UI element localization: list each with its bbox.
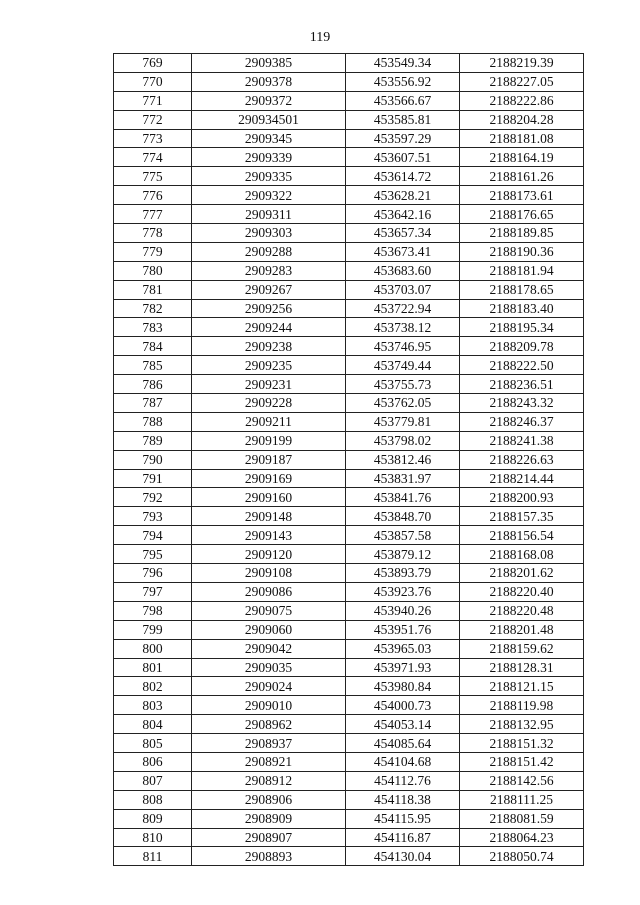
- y-coordinate-cell: 2188119.98: [460, 696, 584, 715]
- point-id-cell: 2909345: [192, 129, 346, 148]
- point-id-cell: 2909322: [192, 186, 346, 205]
- table-row: [114, 734, 584, 753]
- x-coordinate-cell: 453951.76: [346, 620, 460, 639]
- point-id-cell: 2909288: [192, 242, 346, 261]
- x-coordinate-cell: 453738.12: [346, 318, 460, 337]
- table-row: [114, 72, 584, 91]
- table-row: [114, 564, 584, 583]
- table-row: [114, 356, 584, 375]
- point-number-cell: 777: [114, 205, 192, 224]
- point-id-cell: 290934501: [192, 110, 346, 129]
- point-id-cell: 2909108: [192, 564, 346, 583]
- y-coordinate-cell: 2188204.28: [460, 110, 584, 129]
- x-coordinate-cell: 453749.44: [346, 356, 460, 375]
- point-id-cell: 2908909: [192, 809, 346, 828]
- point-id-cell: 2909148: [192, 507, 346, 526]
- point-number-cell: 779: [114, 242, 192, 261]
- x-coordinate-cell: 453703.07: [346, 280, 460, 299]
- point-id-cell: 2909311: [192, 205, 346, 224]
- y-coordinate-cell: 2188190.36: [460, 242, 584, 261]
- y-coordinate-cell: 2188081.59: [460, 809, 584, 828]
- point-number-cell: 809: [114, 809, 192, 828]
- point-number-cell: 771: [114, 91, 192, 110]
- point-number-cell: 791: [114, 469, 192, 488]
- y-coordinate-cell: 2188209.78: [460, 337, 584, 356]
- point-id-cell: 2909228: [192, 394, 346, 413]
- table-row: [114, 488, 584, 507]
- point-id-cell: 2909231: [192, 375, 346, 394]
- y-coordinate-cell: 2188181.08: [460, 129, 584, 148]
- table-row: [114, 186, 584, 205]
- y-coordinate-cell: 2188050.74: [460, 847, 584, 866]
- point-id-cell: 2909267: [192, 280, 346, 299]
- y-coordinate-cell: 2188111.25: [460, 790, 584, 809]
- table-row: [114, 242, 584, 261]
- point-id-cell: 2909010: [192, 696, 346, 715]
- point-number-cell: 806: [114, 752, 192, 771]
- x-coordinate-cell: 454104.68: [346, 752, 460, 771]
- x-coordinate-cell: 453549.34: [346, 54, 460, 73]
- point-id-cell: 2909024: [192, 677, 346, 696]
- x-coordinate-cell: 453556.92: [346, 72, 460, 91]
- x-coordinate-cell: 453614.72: [346, 167, 460, 186]
- y-coordinate-cell: 2188189.85: [460, 224, 584, 243]
- table-row: [114, 752, 584, 771]
- point-number-cell: 798: [114, 601, 192, 620]
- point-id-cell: 2908921: [192, 752, 346, 771]
- y-coordinate-cell: 2188064.23: [460, 828, 584, 847]
- y-coordinate-cell: 2188200.93: [460, 488, 584, 507]
- point-number-cell: 769: [114, 54, 192, 73]
- y-coordinate-cell: 2188195.34: [460, 318, 584, 337]
- point-id-cell: 2909169: [192, 469, 346, 488]
- table-row: [114, 337, 584, 356]
- point-number-cell: 800: [114, 639, 192, 658]
- x-coordinate-cell: 453971.93: [346, 658, 460, 677]
- point-number-cell: 797: [114, 582, 192, 601]
- point-id-cell: 2909035: [192, 658, 346, 677]
- x-coordinate-cell: 453642.16: [346, 205, 460, 224]
- x-coordinate-cell: 453673.41: [346, 242, 460, 261]
- y-coordinate-cell: 2188183.40: [460, 299, 584, 318]
- point-number-cell: 772: [114, 110, 192, 129]
- table-row: [114, 91, 584, 110]
- point-id-cell: 2909211: [192, 412, 346, 431]
- x-coordinate-cell: 453980.84: [346, 677, 460, 696]
- y-coordinate-cell: 2188222.50: [460, 356, 584, 375]
- table-row: [114, 280, 584, 299]
- table-row: [114, 224, 584, 243]
- table-row: [114, 677, 584, 696]
- point-number-cell: 775: [114, 167, 192, 186]
- y-coordinate-cell: 2188178.65: [460, 280, 584, 299]
- point-id-cell: 2909075: [192, 601, 346, 620]
- x-coordinate-cell: 454000.73: [346, 696, 460, 715]
- y-coordinate-cell: 2188151.32: [460, 734, 584, 753]
- x-coordinate-cell: 454085.64: [346, 734, 460, 753]
- table-row: [114, 715, 584, 734]
- point-id-cell: 2909385: [192, 54, 346, 73]
- point-id-cell: 2909339: [192, 148, 346, 167]
- table-row: [114, 658, 584, 677]
- x-coordinate-cell: 454116.87: [346, 828, 460, 847]
- x-coordinate-cell: 453857.58: [346, 526, 460, 545]
- y-coordinate-cell: 2188121.15: [460, 677, 584, 696]
- x-coordinate-cell: 453683.60: [346, 261, 460, 280]
- y-coordinate-cell: 2188157.35: [460, 507, 584, 526]
- point-number-cell: 801: [114, 658, 192, 677]
- table-row: [114, 847, 584, 866]
- point-id-cell: 2908907: [192, 828, 346, 847]
- y-coordinate-cell: 2188201.62: [460, 564, 584, 583]
- point-id-cell: 2908962: [192, 715, 346, 734]
- x-coordinate-cell: 453657.34: [346, 224, 460, 243]
- y-coordinate-cell: 2188236.51: [460, 375, 584, 394]
- point-number-cell: 784: [114, 337, 192, 356]
- point-number-cell: 799: [114, 620, 192, 639]
- coordinates-table: [113, 53, 584, 866]
- point-id-cell: 2909283: [192, 261, 346, 280]
- x-coordinate-cell: 454115.95: [346, 809, 460, 828]
- point-number-cell: 811: [114, 847, 192, 866]
- table-row: [114, 809, 584, 828]
- point-number-cell: 774: [114, 148, 192, 167]
- table-row: [114, 205, 584, 224]
- point-number-cell: 807: [114, 771, 192, 790]
- y-coordinate-cell: 2188142.56: [460, 771, 584, 790]
- point-id-cell: 2908906: [192, 790, 346, 809]
- point-id-cell: 2909235: [192, 356, 346, 375]
- point-number-cell: 787: [114, 394, 192, 413]
- point-number-cell: 808: [114, 790, 192, 809]
- point-number-cell: 788: [114, 412, 192, 431]
- point-number-cell: 783: [114, 318, 192, 337]
- x-coordinate-cell: 453923.76: [346, 582, 460, 601]
- x-coordinate-cell: 453848.70: [346, 507, 460, 526]
- y-coordinate-cell: 2188168.08: [460, 545, 584, 564]
- table-row: [114, 261, 584, 280]
- point-id-cell: 2909244: [192, 318, 346, 337]
- point-id-cell: 2909378: [192, 72, 346, 91]
- y-coordinate-cell: 2188227.05: [460, 72, 584, 91]
- table-row: [114, 148, 584, 167]
- point-id-cell: 2908937: [192, 734, 346, 753]
- point-id-cell: 2909060: [192, 620, 346, 639]
- y-coordinate-cell: 2188161.26: [460, 167, 584, 186]
- point-number-cell: 773: [114, 129, 192, 148]
- x-coordinate-cell: 454118.38: [346, 790, 460, 809]
- point-id-cell: 2909086: [192, 582, 346, 601]
- x-coordinate-cell: 454053.14: [346, 715, 460, 734]
- table-row: [114, 601, 584, 620]
- y-coordinate-cell: 2188128.31: [460, 658, 584, 677]
- point-number-cell: 786: [114, 375, 192, 394]
- x-coordinate-cell: 453585.81: [346, 110, 460, 129]
- point-number-cell: 796: [114, 564, 192, 583]
- point-id-cell: 2909143: [192, 526, 346, 545]
- point-id-cell: 2909187: [192, 450, 346, 469]
- table-row: [114, 129, 584, 148]
- x-coordinate-cell: 453812.46: [346, 450, 460, 469]
- y-coordinate-cell: 2188243.32: [460, 394, 584, 413]
- table-row: [114, 450, 584, 469]
- x-coordinate-cell: 453566.67: [346, 91, 460, 110]
- x-coordinate-cell: 453607.51: [346, 148, 460, 167]
- y-coordinate-cell: 2188173.61: [460, 186, 584, 205]
- y-coordinate-cell: 2188220.48: [460, 601, 584, 620]
- y-coordinate-cell: 2188214.44: [460, 469, 584, 488]
- x-coordinate-cell: 453762.05: [346, 394, 460, 413]
- x-coordinate-cell: 453940.26: [346, 601, 460, 620]
- point-number-cell: 792: [114, 488, 192, 507]
- point-number-cell: 781: [114, 280, 192, 299]
- page-number: 119: [309, 30, 331, 45]
- y-coordinate-cell: 2188246.37: [460, 412, 584, 431]
- table-row: [114, 54, 584, 73]
- point-id-cell: 2909372: [192, 91, 346, 110]
- point-id-cell: 2908912: [192, 771, 346, 790]
- x-coordinate-cell: 453798.02: [346, 431, 460, 450]
- y-coordinate-cell: 2188219.39: [460, 54, 584, 73]
- x-coordinate-cell: 453746.95: [346, 337, 460, 356]
- point-number-cell: 776: [114, 186, 192, 205]
- x-coordinate-cell: 453965.03: [346, 639, 460, 658]
- point-id-cell: 2909160: [192, 488, 346, 507]
- table-row: [114, 299, 584, 318]
- x-coordinate-cell: 453841.76: [346, 488, 460, 507]
- point-id-cell: 2908893: [192, 847, 346, 866]
- table-row: [114, 110, 584, 129]
- x-coordinate-cell: 453831.97: [346, 469, 460, 488]
- point-number-cell: 804: [114, 715, 192, 734]
- table-row: [114, 790, 584, 809]
- point-number-cell: 785: [114, 356, 192, 375]
- point-number-cell: 794: [114, 526, 192, 545]
- table-row: [114, 412, 584, 431]
- x-coordinate-cell: 454130.04: [346, 847, 460, 866]
- table-row: [114, 526, 584, 545]
- point-number-cell: 810: [114, 828, 192, 847]
- point-number-cell: 790: [114, 450, 192, 469]
- table-row: [114, 696, 584, 715]
- y-coordinate-cell: 2188159.62: [460, 639, 584, 658]
- x-coordinate-cell: 453879.12: [346, 545, 460, 564]
- y-coordinate-cell: 2188164.19: [460, 148, 584, 167]
- y-coordinate-cell: 2188241.38: [460, 431, 584, 450]
- y-coordinate-cell: 2188220.40: [460, 582, 584, 601]
- point-number-cell: 770: [114, 72, 192, 91]
- table-row: [114, 545, 584, 564]
- table-row: [114, 507, 584, 526]
- point-id-cell: 2909042: [192, 639, 346, 658]
- y-coordinate-cell: 2188151.42: [460, 752, 584, 771]
- y-coordinate-cell: 2188181.94: [460, 261, 584, 280]
- x-coordinate-cell: 453755.73: [346, 375, 460, 394]
- point-id-cell: 2909238: [192, 337, 346, 356]
- point-number-cell: 803: [114, 696, 192, 715]
- table-row: [114, 394, 584, 413]
- x-coordinate-cell: 453722.94: [346, 299, 460, 318]
- table-row: [114, 375, 584, 394]
- table-row: [114, 771, 584, 790]
- y-coordinate-cell: 2188226.63: [460, 450, 584, 469]
- table-row: [114, 620, 584, 639]
- point-number-cell: 795: [114, 545, 192, 564]
- x-coordinate-cell: 453779.81: [346, 412, 460, 431]
- point-number-cell: 782: [114, 299, 192, 318]
- table-row: [114, 431, 584, 450]
- y-coordinate-cell: 2188132.95: [460, 715, 584, 734]
- y-coordinate-cell: 2188156.54: [460, 526, 584, 545]
- x-coordinate-cell: 453893.79: [346, 564, 460, 583]
- point-id-cell: 2909303: [192, 224, 346, 243]
- point-number-cell: 805: [114, 734, 192, 753]
- point-number-cell: 793: [114, 507, 192, 526]
- point-id-cell: 2909256: [192, 299, 346, 318]
- x-coordinate-cell: 453597.29: [346, 129, 460, 148]
- table-row: [114, 167, 584, 186]
- y-coordinate-cell: 2188201.48: [460, 620, 584, 639]
- point-number-cell: 789: [114, 431, 192, 450]
- point-id-cell: 2909120: [192, 545, 346, 564]
- table-row: [114, 582, 584, 601]
- table-row: [114, 639, 584, 658]
- point-id-cell: 2909335: [192, 167, 346, 186]
- table-row: [114, 318, 584, 337]
- coordinates-table-body: [114, 54, 584, 866]
- table-row: [114, 828, 584, 847]
- y-coordinate-cell: 2188176.65: [460, 205, 584, 224]
- point-number-cell: 802: [114, 677, 192, 696]
- y-coordinate-cell: 2188222.86: [460, 91, 584, 110]
- point-number-cell: 778: [114, 224, 192, 243]
- point-number-cell: 780: [114, 261, 192, 280]
- point-id-cell: 2909199: [192, 431, 346, 450]
- x-coordinate-cell: 454112.76: [346, 771, 460, 790]
- x-coordinate-cell: 453628.21: [346, 186, 460, 205]
- table-row: [114, 469, 584, 488]
